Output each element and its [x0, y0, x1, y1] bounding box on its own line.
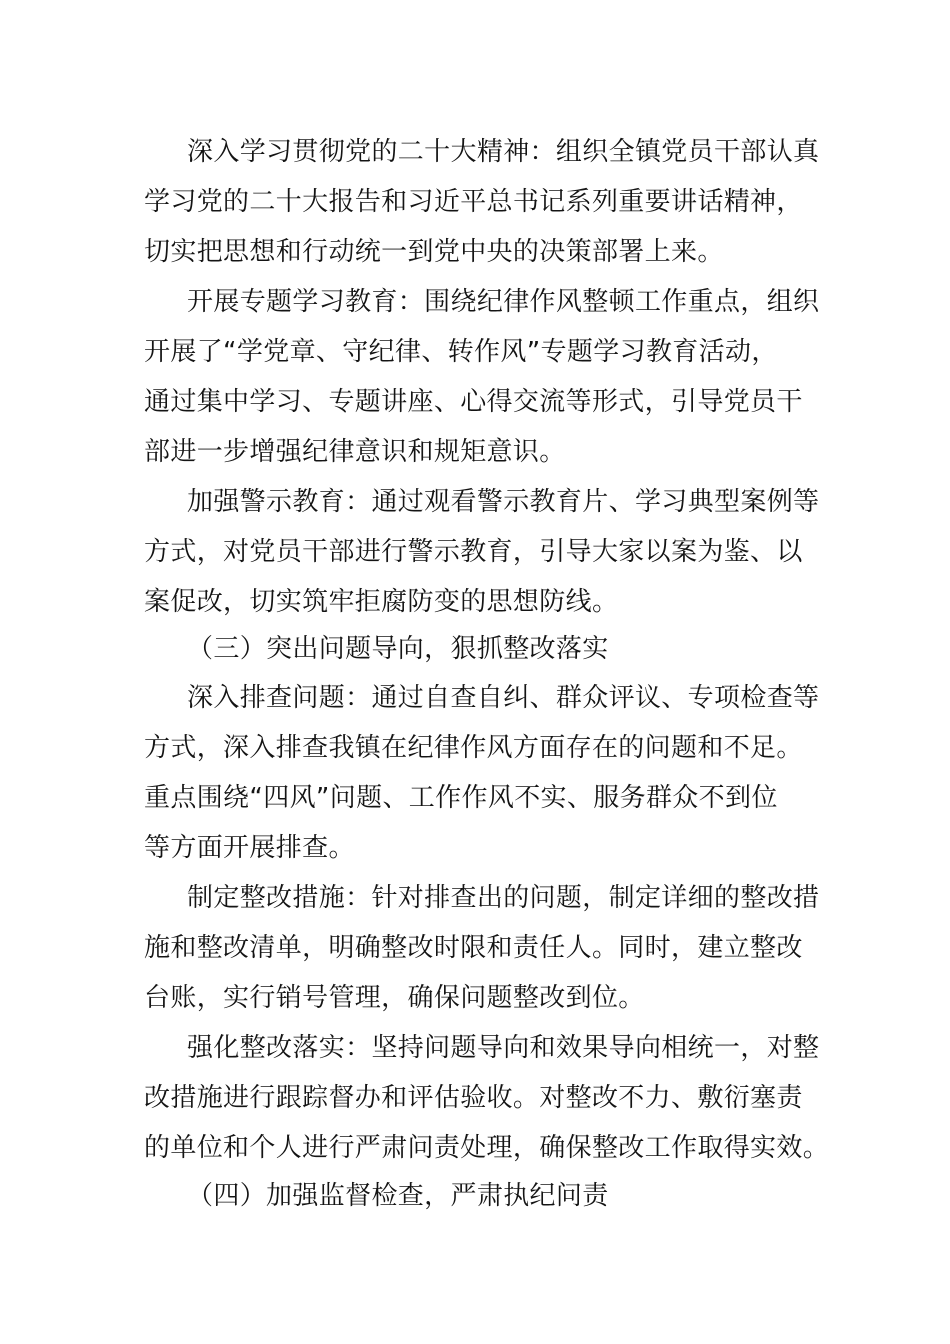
section-heading-4: （四）加强监督检查，严肃执纪问责	[187, 1181, 609, 1211]
paragraph-1-line-2: 学习党的二十大报告和习近平总书记系列重要讲话精神，	[144, 187, 803, 217]
paragraph-3-line-1: 加强警示教育：通过观看警示教育片、学习典型案例等	[187, 487, 820, 517]
section-heading-3: （三）突出问题导向，狠抓整改落实	[187, 634, 609, 664]
paragraph-2-line-2: 开展了“学党章、守纪律、转作风”专题学习教育活动，	[144, 337, 778, 367]
paragraph-2-line-4: 部进一步增强纪律意识和规矩意识。	[144, 437, 566, 467]
paragraph-4-line-2: 方式，深入排查我镇在纪律作风方面存在的问题和不足。	[144, 733, 803, 763]
paragraph-6-line-2: 改措施进行跟踪督办和评估验收。对整改不力、敷衍塞责	[144, 1083, 803, 1113]
paragraph-5-line-2: 施和整改清单，明确整改时限和责任人。同时，建立整改	[144, 933, 803, 963]
paragraph-5-line-1: 制定整改措施：针对排查出的问题，制定详细的整改措	[187, 883, 820, 913]
paragraph-4-line-1: 深入排查问题：通过自查自纠、群众评议、专项检查等	[187, 683, 820, 713]
paragraph-4-line-3: 重点围绕“四风”问题、工作作风不实、服务群众不到位	[144, 783, 778, 813]
paragraph-4-line-4: 等方面开展排查。	[144, 833, 355, 863]
paragraph-3-line-3: 案促改，切实筑牢拒腐防变的思想防线。	[144, 587, 619, 617]
paragraph-2-line-3: 通过集中学习、专题讲座、心得交流等形式，引导党员干	[144, 387, 803, 417]
paragraph-1-line-3: 切实把思想和行动统一到党中央的决策部署上来。	[144, 237, 724, 267]
paragraph-2-line-1: 开展专题学习教育：围绕纪律作风整顿工作重点，组织	[187, 287, 820, 317]
paragraph-1-line-1: 深入学习贯彻党的二十大精神：组织全镇党员干部认真	[187, 137, 820, 167]
paragraph-3-line-2: 方式，对党员干部进行警示教育，引导大家以案为鉴、以	[144, 537, 803, 567]
paragraph-6-line-3: 的单位和个人进行严肃问责处理，确保整改工作取得实效。	[144, 1133, 830, 1163]
paragraph-6-line-1: 强化整改落实：坚持问题导向和效果导向相统一，对整	[187, 1033, 820, 1063]
paragraph-5-line-3: 台账，实行销号管理，确保问题整改到位。	[144, 983, 645, 1013]
